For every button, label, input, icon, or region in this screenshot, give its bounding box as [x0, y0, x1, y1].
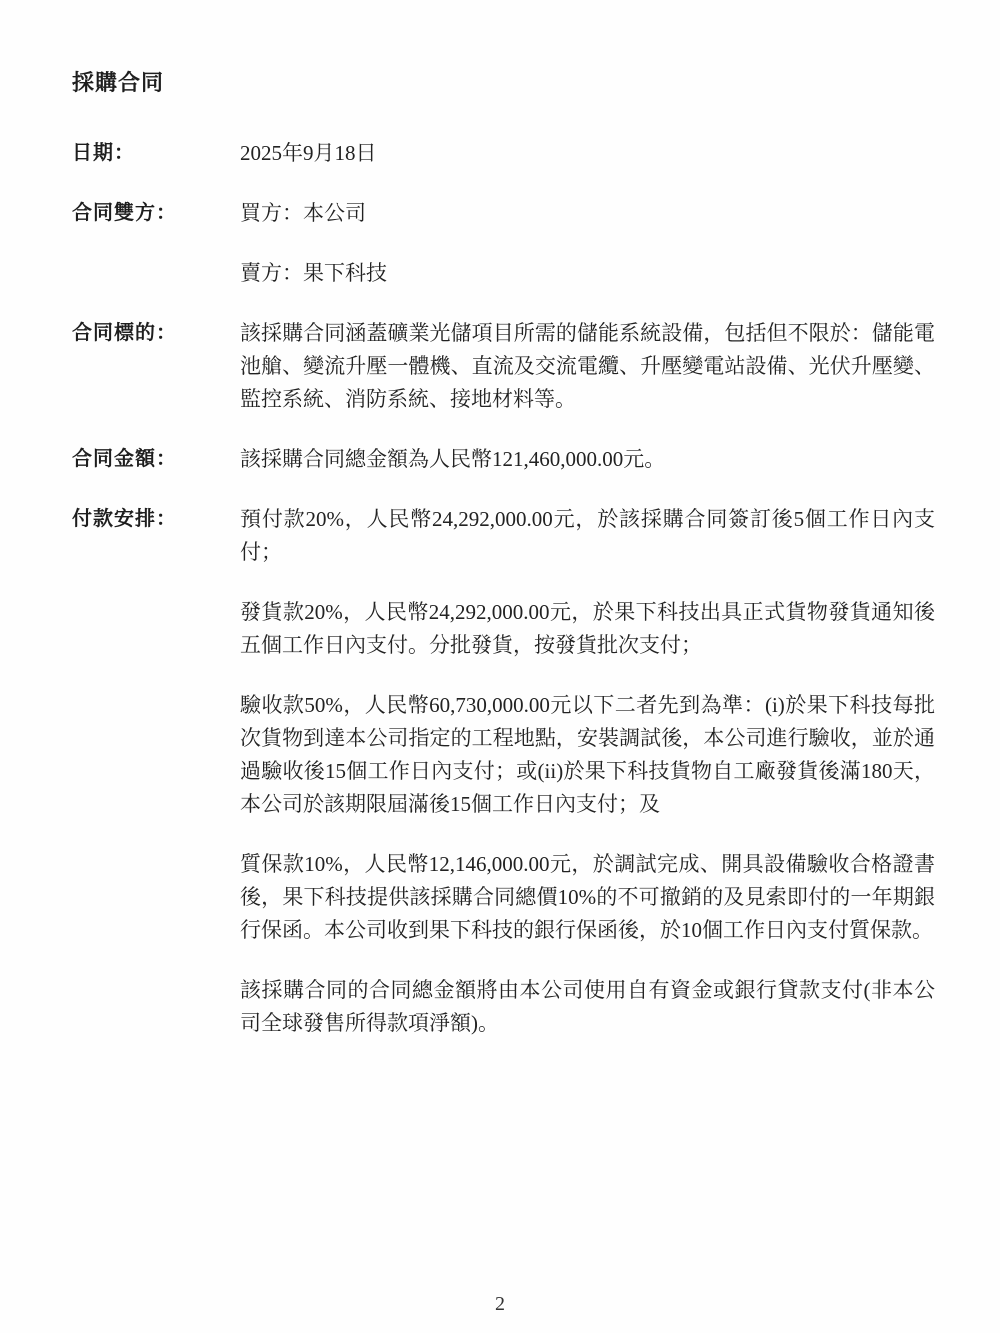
paragraph: 該採購合同的合同總金額將由本公司使用自有資金或銀行貸款支付(非本公司全球發售所得款項淨額)。 [240, 978, 935, 1035]
section-label: 付款安排： [72, 508, 177, 530]
paragraph: 2025年9月18日 [240, 141, 377, 165]
contract-sections [72, 137, 935, 1067]
paragraph: 發貨款20%，人民幣24,292,000.00元，於果下科技出具正式貨物發貨通知後五個工作日內支付。分批發貨，按發貨批次支付； [240, 600, 935, 657]
section-content [240, 443, 935, 503]
contract-section [72, 503, 935, 1067]
paragraph: 該採購合同總金額為人民幣121,460,000.00元。 [240, 447, 666, 471]
paragraph: 驗收款50%，人民幣60,730,000.00元以下二者先到為準：(i)於果下科技每批次貨物到達本公司指定的工程地點，安裝調試後，本公司進行驗收，並於通過驗收後15個工作日內支付；或(ii)於果下科技貨物自工廠發貨後滿180天，本公司於該期限屆滿後15個工作日內支付；及 [240, 693, 935, 816]
section-label: 合同標的： [72, 322, 177, 344]
page-number: 2 [495, 1293, 505, 1315]
section-content [240, 317, 935, 443]
contract-section [72, 197, 935, 317]
paragraph: 該採購合同涵蓋礦業光儲項目所需的儲能系統設備，包括但不限於：儲能電池艙、變流升壓一體機、直流及交流電纜、升壓變電站設備、光伏升壓變、監控系統、消防系統、接地材料等。 [240, 321, 935, 411]
section-content [240, 137, 935, 197]
contract-section [72, 443, 935, 503]
contract-section [72, 137, 935, 197]
section-label: 日期： [72, 142, 135, 164]
paragraph: 預付款20%，人民幣24,292,000.00元，於該採購合同簽訂後5個工作日內支付； [240, 507, 935, 564]
paragraph: 質保款10%，人民幣12,146,000.00元，於調試完成、開具設備驗收合格證書後，果下科技提供該採購合同總價10%的不可撤銷的及見索即付的一年期銀行保函。本公司收到果下科技的銀行保函後，於10個工作日內支付質保款。 [240, 852, 935, 942]
paragraph: 買方：本公司 [240, 201, 366, 225]
section-label: 合同雙方： [72, 202, 177, 224]
contract-section [72, 317, 935, 443]
paragraph: 賣方：果下科技 [240, 261, 387, 285]
page-title: 採購合同 [72, 70, 165, 95]
section-label: 合同金額： [72, 448, 177, 470]
section-content [240, 503, 935, 1067]
section-content [240, 197, 935, 317]
